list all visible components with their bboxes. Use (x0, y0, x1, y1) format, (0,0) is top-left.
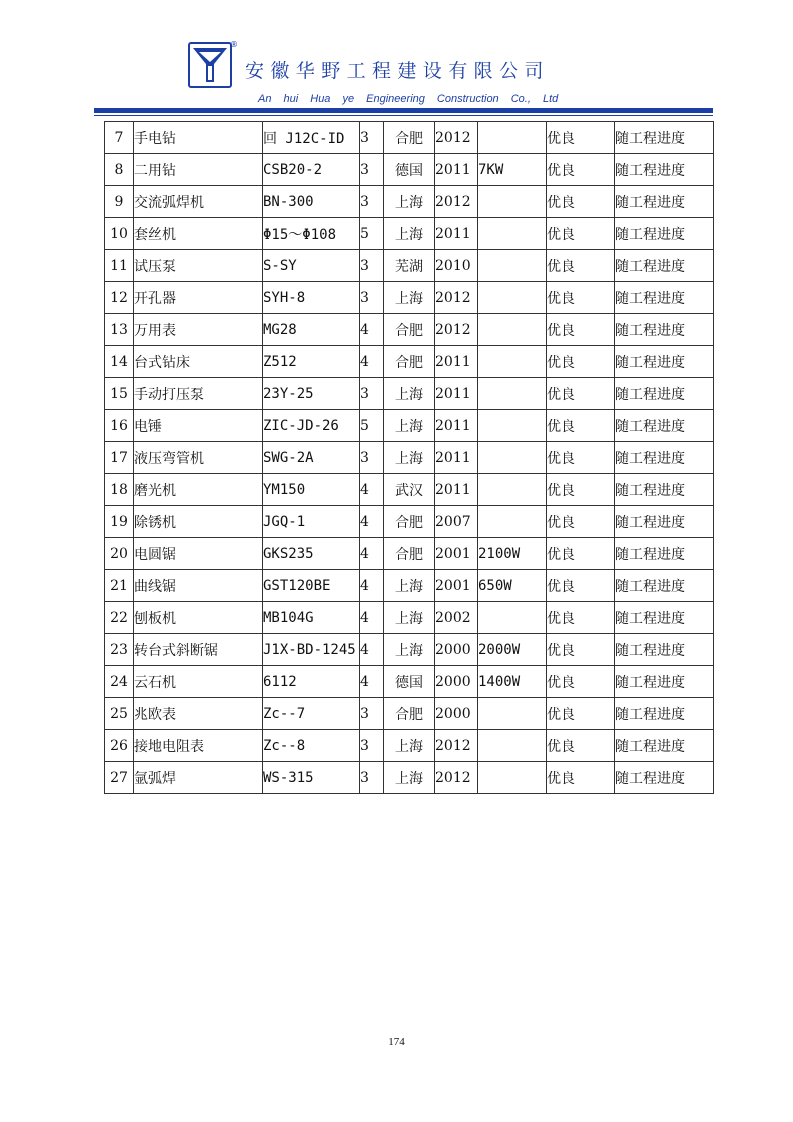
row-number-cell: 25 (105, 698, 134, 730)
equipment-name-cell: 台式钻床 (134, 346, 263, 378)
table-row (105, 378, 714, 410)
condition-cell: 优良 (547, 570, 615, 602)
quantity-cell: 3 (360, 442, 384, 474)
equipment-name-cell: 套丝机 (134, 218, 263, 250)
rated-power-cell (478, 730, 547, 762)
equipment-name-cell: 手动打压泵 (134, 378, 263, 410)
rated-power-cell (478, 346, 547, 378)
rated-power-cell (478, 602, 547, 634)
quantity-cell: 4 (360, 474, 384, 506)
manufacture-year-cell: 2000 (435, 666, 478, 698)
usage-note-cell: 随工程进度 (615, 634, 714, 666)
origin-place-cell: 上海 (384, 282, 435, 314)
row-number-cell: 11 (105, 250, 134, 282)
model-spec-cell: J1X-BD-1245 (263, 634, 360, 666)
origin-place-cell: 合肥 (384, 538, 435, 570)
quantity-cell: 3 (360, 122, 384, 154)
condition-cell: 优良 (547, 634, 615, 666)
usage-note-cell: 随工程进度 (615, 154, 714, 186)
equipment-name-cell: 刨板机 (134, 602, 263, 634)
quantity-cell: 5 (360, 218, 384, 250)
condition-cell: 优良 (547, 410, 615, 442)
equipment-name-cell: 液压弯管机 (134, 442, 263, 474)
model-spec-cell: WS-315 (263, 762, 360, 794)
equipment-name-cell: 电锤 (134, 410, 263, 442)
row-number-cell: 20 (105, 538, 134, 570)
origin-place-cell: 上海 (384, 378, 435, 410)
usage-note-cell: 随工程进度 (615, 314, 714, 346)
condition-cell: 优良 (547, 538, 615, 570)
table-row (105, 346, 714, 378)
equipment-name-cell: 转台式斜断锯 (134, 634, 263, 666)
quantity-cell: 5 (360, 410, 384, 442)
model-spec-cell: JGQ-1 (263, 506, 360, 538)
usage-note-cell: 随工程进度 (615, 506, 714, 538)
table-row (105, 474, 714, 506)
usage-note-cell: 随工程进度 (615, 730, 714, 762)
condition-cell: 优良 (547, 730, 615, 762)
manufacture-year-cell: 2012 (435, 314, 478, 346)
usage-note-cell: 随工程进度 (615, 538, 714, 570)
origin-place-cell: 合肥 (384, 506, 435, 538)
condition-cell: 优良 (547, 442, 615, 474)
quantity-cell: 4 (360, 570, 384, 602)
page-number: 174 (388, 1036, 405, 1048)
condition-cell: 优良 (547, 154, 615, 186)
manufacture-year-cell: 2011 (435, 346, 478, 378)
rated-power-cell (478, 698, 547, 730)
quantity-cell: 4 (360, 538, 384, 570)
row-number-cell: 24 (105, 666, 134, 698)
origin-place-cell: 上海 (384, 762, 435, 794)
quantity-cell: 3 (360, 378, 384, 410)
row-number-cell: 15 (105, 378, 134, 410)
rated-power-cell: 2000W (478, 634, 547, 666)
quantity-cell: 3 (360, 154, 384, 186)
equipment-table (104, 121, 714, 794)
manufacture-year-cell: 2000 (435, 698, 478, 730)
equipment-name-cell: 电圆锯 (134, 538, 263, 570)
usage-note-cell: 随工程进度 (615, 282, 714, 314)
rated-power-cell (478, 762, 547, 794)
table-row (105, 410, 714, 442)
table-row (105, 218, 714, 250)
rated-power-cell: 2100W (478, 538, 547, 570)
origin-place-cell: 合肥 (384, 314, 435, 346)
usage-note-cell: 随工程进度 (615, 378, 714, 410)
rated-power-cell: 1400W (478, 666, 547, 698)
usage-note-cell: 随工程进度 (615, 762, 714, 794)
rated-power-cell (478, 122, 547, 154)
registered-mark: ® (230, 40, 238, 49)
row-number-cell: 13 (105, 314, 134, 346)
manufacture-year-cell: 2012 (435, 282, 478, 314)
manufacture-year-cell: 2011 (435, 378, 478, 410)
equipment-name-cell: 兆欧表 (134, 698, 263, 730)
table-row (105, 250, 714, 282)
condition-cell: 优良 (547, 186, 615, 218)
letterhead (0, 0, 793, 118)
manufacture-year-cell: 2012 (435, 186, 478, 218)
table-row (105, 538, 714, 570)
quantity-cell: 3 (360, 282, 384, 314)
model-spec-cell: MG28 (263, 314, 360, 346)
condition-cell: 优良 (547, 346, 615, 378)
model-spec-cell: SWG-2A (263, 442, 360, 474)
origin-place-cell: 上海 (384, 410, 435, 442)
row-number-cell: 10 (105, 218, 134, 250)
origin-place-cell: 上海 (384, 442, 435, 474)
origin-place-cell: 合肥 (384, 122, 435, 154)
equipment-name-cell: 试压泵 (134, 250, 263, 282)
usage-note-cell: 随工程进度 (615, 570, 714, 602)
equipment-name-cell: 接地电阻表 (134, 730, 263, 762)
rated-power-cell (478, 186, 547, 218)
quantity-cell: 4 (360, 602, 384, 634)
header-rule-thick (94, 108, 713, 113)
rated-power-cell: 7KW (478, 154, 547, 186)
table-row (105, 602, 714, 634)
quantity-cell: 4 (360, 634, 384, 666)
origin-place-cell: 合肥 (384, 346, 435, 378)
manufacture-year-cell: 2011 (435, 410, 478, 442)
origin-place-cell: 上海 (384, 634, 435, 666)
origin-place-cell: 上海 (384, 730, 435, 762)
condition-cell: 优良 (547, 314, 615, 346)
quantity-cell: 4 (360, 314, 384, 346)
manufacture-year-cell: 2011 (435, 442, 478, 474)
origin-place-cell: 芜湖 (384, 250, 435, 282)
manufacture-year-cell: 2011 (435, 154, 478, 186)
usage-note-cell: 随工程进度 (615, 186, 714, 218)
usage-note-cell: 随工程进度 (615, 410, 714, 442)
manufacture-year-cell: 2011 (435, 218, 478, 250)
row-number-cell: 8 (105, 154, 134, 186)
usage-note-cell: 随工程进度 (615, 698, 714, 730)
table-row (105, 282, 714, 314)
equipment-name-cell: 交流弧焊机 (134, 186, 263, 218)
condition-cell: 优良 (547, 218, 615, 250)
row-number-cell: 19 (105, 506, 134, 538)
usage-note-cell: 随工程进度 (615, 602, 714, 634)
manufacture-year-cell: 2012 (435, 122, 478, 154)
manufacture-year-cell: 2012 (435, 762, 478, 794)
row-number-cell: 27 (105, 762, 134, 794)
equipment-name-cell: 除锈机 (134, 506, 263, 538)
rated-power-cell (478, 410, 547, 442)
manufacture-year-cell: 2002 (435, 602, 478, 634)
table-row (105, 154, 714, 186)
equipment-table-body (105, 122, 714, 794)
rated-power-cell (478, 282, 547, 314)
table-row (105, 666, 714, 698)
model-spec-cell: Zc--7 (263, 698, 360, 730)
model-spec-cell: MB104G (263, 602, 360, 634)
origin-place-cell: 上海 (384, 602, 435, 634)
equipment-name-cell: 云石机 (134, 666, 263, 698)
model-spec-cell: S-SY (263, 250, 360, 282)
row-number-cell: 9 (105, 186, 134, 218)
condition-cell: 优良 (547, 282, 615, 314)
table-row (105, 730, 714, 762)
model-spec-cell: BN-300 (263, 186, 360, 218)
rated-power-cell (478, 218, 547, 250)
header-rule-thin (94, 115, 713, 116)
rated-power-cell (478, 474, 547, 506)
origin-place-cell: 合肥 (384, 698, 435, 730)
manufacture-year-cell: 2010 (435, 250, 478, 282)
equipment-name-cell: 二用钻 (134, 154, 263, 186)
origin-place-cell: 上海 (384, 570, 435, 602)
model-spec-cell: ZIC-JD-26 (263, 410, 360, 442)
row-number-cell: 22 (105, 602, 134, 634)
equipment-name-cell: 磨光机 (134, 474, 263, 506)
model-spec-cell: GKS235 (263, 538, 360, 570)
equipment-name-cell: 氩弧焊 (134, 762, 263, 794)
quantity-cell: 3 (360, 730, 384, 762)
manufacture-year-cell: 2011 (435, 474, 478, 506)
manufacture-year-cell: 2000 (435, 634, 478, 666)
equipment-name-cell: 手电钻 (134, 122, 263, 154)
usage-note-cell: 随工程进度 (615, 250, 714, 282)
condition-cell: 优良 (547, 506, 615, 538)
row-number-cell: 26 (105, 730, 134, 762)
model-spec-cell: Zc--8 (263, 730, 360, 762)
table-row (105, 762, 714, 794)
row-number-cell: 17 (105, 442, 134, 474)
huaye-y-logo-icon (188, 42, 232, 88)
row-number-cell: 14 (105, 346, 134, 378)
rated-power-cell (478, 378, 547, 410)
model-spec-cell: YM150 (263, 474, 360, 506)
row-number-cell: 16 (105, 410, 134, 442)
table-row (105, 122, 714, 154)
quantity-cell: 4 (360, 506, 384, 538)
rated-power-cell: 650W (478, 570, 547, 602)
equipment-name-cell: 万用表 (134, 314, 263, 346)
rated-power-cell (478, 250, 547, 282)
table-row (105, 506, 714, 538)
rated-power-cell (478, 442, 547, 474)
row-number-cell: 7 (105, 122, 134, 154)
model-spec-cell: 23Y-25 (263, 378, 360, 410)
manufacture-year-cell: 2001 (435, 538, 478, 570)
model-spec-cell: 回 J12C-ID (263, 122, 360, 154)
usage-note-cell: 随工程进度 (615, 666, 714, 698)
table-row (105, 698, 714, 730)
table-row (105, 186, 714, 218)
rated-power-cell (478, 314, 547, 346)
origin-place-cell: 上海 (384, 186, 435, 218)
origin-place-cell: 德国 (384, 154, 435, 186)
row-number-cell: 18 (105, 474, 134, 506)
model-spec-cell: SYH-8 (263, 282, 360, 314)
condition-cell: 优良 (547, 762, 615, 794)
model-spec-cell: GST120BE (263, 570, 360, 602)
condition-cell: 优良 (547, 250, 615, 282)
origin-place-cell: 德国 (384, 666, 435, 698)
quantity-cell: 3 (360, 186, 384, 218)
model-spec-cell: CSB20-2 (263, 154, 360, 186)
origin-place-cell: 上海 (384, 218, 435, 250)
company-name-en: An hui Hua ye Engineering Construction Co., Ltd (258, 93, 559, 105)
quantity-cell: 3 (360, 762, 384, 794)
table-row (105, 570, 714, 602)
usage-note-cell: 随工程进度 (615, 218, 714, 250)
model-spec-cell: Z512 (263, 346, 360, 378)
table-row (105, 634, 714, 666)
table-row (105, 442, 714, 474)
manufacture-year-cell: 2012 (435, 730, 478, 762)
row-number-cell: 23 (105, 634, 134, 666)
equipment-name-cell: 曲线锯 (134, 570, 263, 602)
model-spec-cell: 6112 (263, 666, 360, 698)
quantity-cell: 4 (360, 666, 384, 698)
manufacture-year-cell: 2001 (435, 570, 478, 602)
quantity-cell: 4 (360, 346, 384, 378)
quantity-cell: 3 (360, 698, 384, 730)
model-spec-cell: Φ15～Φ108 (263, 218, 360, 250)
condition-cell: 优良 (547, 378, 615, 410)
usage-note-cell: 随工程进度 (615, 474, 714, 506)
condition-cell: 优良 (547, 666, 615, 698)
quantity-cell: 3 (360, 250, 384, 282)
condition-cell: 优良 (547, 122, 615, 154)
company-name-cn: 安徽华野工程建设有限公司 (245, 60, 550, 82)
usage-note-cell: 随工程进度 (615, 122, 714, 154)
table-row (105, 314, 714, 346)
manufacture-year-cell: 2007 (435, 506, 478, 538)
row-number-cell: 21 (105, 570, 134, 602)
condition-cell: 优良 (547, 698, 615, 730)
usage-note-cell: 随工程进度 (615, 346, 714, 378)
origin-place-cell: 武汉 (384, 474, 435, 506)
condition-cell: 优良 (547, 474, 615, 506)
equipment-name-cell: 开孔器 (134, 282, 263, 314)
rated-power-cell (478, 506, 547, 538)
row-number-cell: 12 (105, 282, 134, 314)
condition-cell: 优良 (547, 602, 615, 634)
usage-note-cell: 随工程进度 (615, 442, 714, 474)
